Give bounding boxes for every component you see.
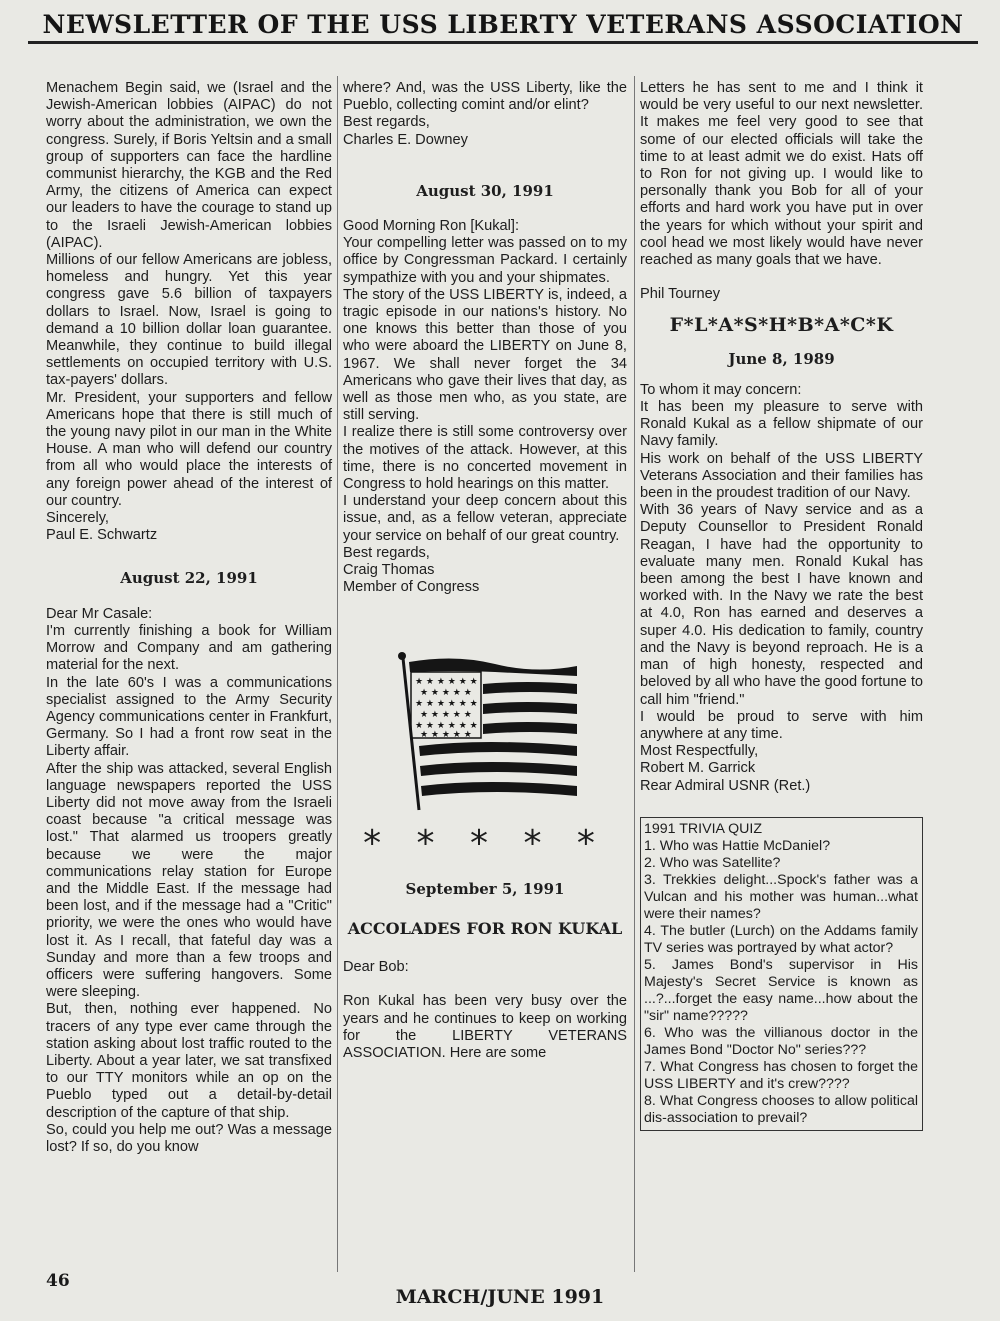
trivia-quiz-box xyxy=(640,817,923,1131)
letter-date-heading: June 8, 1989 xyxy=(728,349,835,368)
svg-text:★ ★ ★ ★ ★ ★: ★ ★ ★ ★ ★ ★ xyxy=(415,677,478,688)
quiz-question: 8. What Congress chooses to allow political dis-association to prevail? xyxy=(644,1092,918,1126)
paragraph: I realize there is still some controversy over the motives of the attack. However, at this time, there is no concerted movement in Congress to hold hearings on this matter. xyxy=(343,424,627,493)
flag-canton xyxy=(411,672,481,740)
section-heading: ACCOLADES FOR RON KUKAL xyxy=(347,918,623,938)
signature: Paul E. Schwartz xyxy=(46,527,158,544)
quiz-question: 6. Who was the villianous doctor in the James Bond "Doctor No" series??? xyxy=(644,1024,918,1058)
paragraph: Menachem Begin said, we (Israel and the Jewish-American lobbies (AIPAC) do not worry about the administration, we own the congress. Surely, if Boris Yeltsin and a small group of supporters can face the hardline communist hierarchy, the KGB and the Red Army, the citizens of America can expect our leaders to have the courage to stand up to the Israeli Jewish-American lobbies (AIPAC). xyxy=(46,80,332,251)
paragraph: Letters he has sent to me and I think it would be very useful to our next newsletter. It makes me feel very good to see that some of our elected officials will take the time to at least admit we do exist. Hats off to Ron for not giving up. I would like to personally thank you Bob for all of your efforts and hard work you have put in over the years for which without your spirit and cool head we most likely would have never reached as many goals that we have. xyxy=(640,80,923,269)
signature: Robert M. Garrick xyxy=(640,760,756,777)
svg-text:★ ★ ★ ★ ★ ★: ★ ★ ★ ★ ★ ★ xyxy=(415,721,478,732)
signature-title: Rear Admiral USNR (Ret.) xyxy=(640,777,811,794)
masthead: NEWSLETTER OF THE USS LIBERTY VETERANS ASSOCIATION xyxy=(42,10,964,39)
column-1 xyxy=(46,80,332,1156)
paragraph: So, could you help me out? Was a message lost? If so, do you know xyxy=(46,1121,332,1155)
salutation: To whom it may concern: xyxy=(640,381,802,398)
paragraph: After the ship was attacked, several English language newspapers reported the USS Liberty did not move away from the Israeli coast because "a critical message was lost." That alarmed us troopers greatly because we were the major communications relay station for Europe and the Middle East. If the message had been lost, and if the message had a "Critic" priority, we were the ones who would have lost it. As I recall, that fateful day was a Sunday and more than a few troops and officers were suffering hangovers. Some were sleeping. xyxy=(46,760,332,1001)
quiz-question: 1. Who was Hattie McDaniel? xyxy=(644,837,831,854)
signature: Craig Thomas xyxy=(343,562,435,579)
letter-date-heading: August 30, 1991 xyxy=(416,181,554,200)
paragraph: I'm currently finishing a book for William Morrow and Company and am gathering material for the next. xyxy=(46,622,332,674)
paragraph: Mr. President, your supporters and fellow Americans hope that there is still much of the young navy pilot in our man in the White House. A man who will defend our country from all who would place the interests of any foreign power ahead of the interest of our country. xyxy=(46,389,332,509)
quiz-question: 7. What Congress has chosen to forget the USS LIBERTY and it's crew???? xyxy=(644,1058,918,1092)
signoff: Most Respectfully, xyxy=(640,743,759,760)
flag-pole xyxy=(398,652,419,810)
svg-text:★ ★ ★ ★ ★: ★ ★ ★ ★ ★ xyxy=(420,710,472,721)
paragraph: I would be proud to serve with him anywhere at any time. xyxy=(640,708,923,742)
signature-title: Member of Congress xyxy=(343,579,480,596)
letter-date-heading: August 22, 1991 xyxy=(120,569,258,588)
masthead-rule xyxy=(28,41,978,44)
quiz-question: 4. The butler (Lurch) on the Addams family TV series was portrayed by what actor? xyxy=(644,922,918,956)
paragraph: It has been my pleasure to serve with Ronald Kukal as a fellow shipmate of our Navy family. xyxy=(640,399,923,450)
signoff: Best regards, xyxy=(343,544,430,561)
paragraph: With 36 years of Navy service and as a Deputy Counsellor to President Ronald Reagan, I have had the opportunity to evaluate many men. Ronald Kukal has been among the best I have known and worked with. In the Navy we rate the best at 4.0, Ron has earned and deserves a super 4.0. His dedication to family, country and the Navy is beyond reproach. He is a man of high honesty, respected and beloved by all who have the good fortune to call him "friend." xyxy=(640,502,923,708)
paragraph: In the late 60's I was a communications specialist assigned to the Army Security Agency communications center in Frankfurt, Germany. So I had a front row seat in the Liberty affair. xyxy=(46,674,332,760)
svg-text:★ ★ ★ ★ ★: ★ ★ ★ ★ ★ xyxy=(420,730,472,741)
column-2 xyxy=(343,80,627,1062)
issue-date: MARCH/JUNE 1991 xyxy=(395,1286,605,1308)
column-divider xyxy=(337,76,338,1272)
quiz-question: 3. Trekkies delight...Spock's father was a Vulcan and his mother was human...what were their names? xyxy=(644,871,918,922)
signature: Charles E. Downey xyxy=(343,131,468,148)
salutation: Good Morning Ron [Kukal]: xyxy=(343,218,520,235)
section-divider-stars: * * * * * xyxy=(363,823,607,865)
flashback-heading: F*L*A*S*H*B*A*C*K xyxy=(669,314,894,337)
column-3 xyxy=(640,80,923,1131)
salutation: Dear Bob: xyxy=(343,959,409,976)
paragraph: Millions of our fellow Americans are jobless, homeless and hungry. Yet this year congress gave 5.6 billion of taxpayers dollars to Israel. Now, Israel is going to demand a 10 billion dollar loan guarantee. Meanwhile, they continue to build illegal settlements on occupied territory with U.S. tax-payers' dollars. xyxy=(46,252,332,389)
svg-text:★ ★ ★ ★ ★: ★ ★ ★ ★ ★ xyxy=(420,688,472,699)
paragraph: His work on behalf of the USS LIBERTY Veterans Association and their families has been in the proudest tradition of our Navy. xyxy=(640,450,923,502)
american-flag-icon xyxy=(385,650,585,815)
paragraph: But, then, nothing ever happened. No tracers of any type ever came through the station asking about lost traffic routed to the Liberty. About a year later, we sat transfixed to our TTY monitors while an op on the Pueblo typed out a detail-by-detail description of the capture of that ship. xyxy=(46,1001,332,1121)
letter-date-heading: September 5, 1991 xyxy=(405,879,565,898)
paragraph: The story of the USS LIBERTY is, indeed, a tragic episode in our nations's history. No one knows this better than those of you who were aboard the LIBERTY on June 8, 1967. We shall never forget the 34 Americans who gave their lives that day, as well as those men who, as you state, are still serving. xyxy=(343,286,627,424)
quiz-question: 2. Who was Satellite? xyxy=(644,854,781,871)
signature: Phil Tourney xyxy=(640,286,721,303)
svg-text:★ ★ ★ ★ ★ ★: ★ ★ ★ ★ ★ ★ xyxy=(415,699,478,710)
signoff: Best regards, xyxy=(343,114,430,131)
salutation: Dear Mr Casale: xyxy=(46,605,153,622)
paragraph: I understand your deep concern about this issue, and, as a fellow veteran, appreciate your service on behalf of our great country. xyxy=(343,493,627,544)
paragraph: Your compelling letter was passed on to my office by Congressman Packard. I certainly sympathize with you and your shipmates. xyxy=(343,235,627,286)
quiz-title: 1991 TRIVIA QUIZ xyxy=(644,820,763,837)
quiz-question: 5. James Bond's supervisor in His Majesty's Secret Service is known as ...?...forget the easy name...how about the "sir" name????? xyxy=(644,956,918,1024)
page-number: 46 xyxy=(46,1271,70,1291)
paragraph: Ron Kukal has been very busy over the years and he continues to keep on working for the LIBERTY VETERANS ASSOCIATION. Here are some xyxy=(343,993,627,1061)
paragraph: where? And, was the USS Liberty, like the Pueblo, collecting comint and/or elint? xyxy=(343,80,627,114)
signoff: Sincerely, xyxy=(46,510,109,527)
column-divider xyxy=(634,76,635,1272)
